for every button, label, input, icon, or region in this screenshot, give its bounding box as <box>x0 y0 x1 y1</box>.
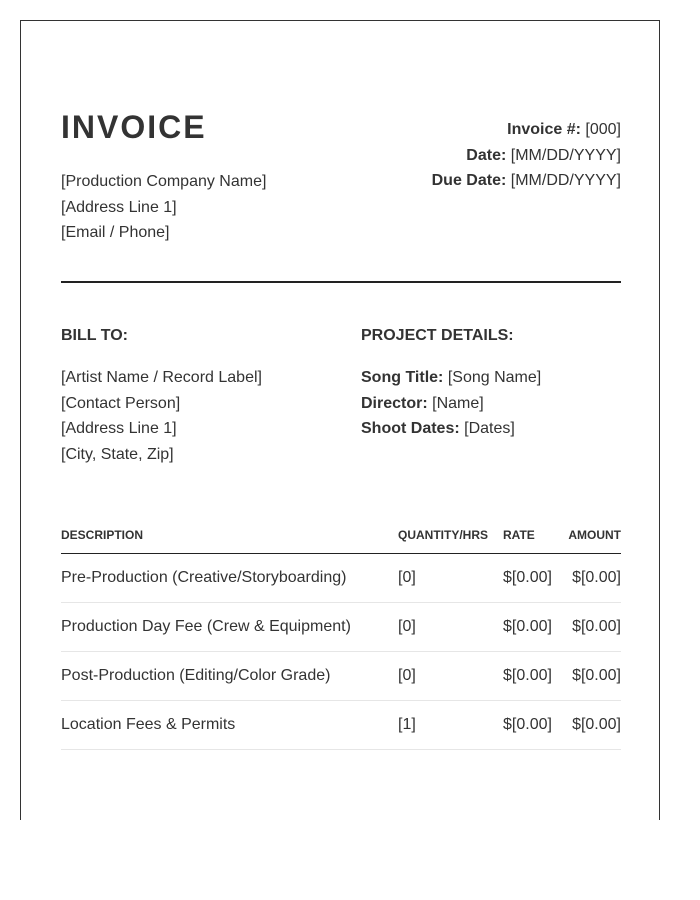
bill-to-city: [City, State, Zip] <box>61 445 174 463</box>
company-name: [Production Company Name] <box>61 173 267 190</box>
invoice-date-row <box>432 143 621 169</box>
project-details-block <box>361 365 541 442</box>
invoice-date-label: Date: <box>466 146 507 164</box>
shoot-dates-value: [Dates] <box>464 420 515 437</box>
row-quantity: [0] <box>398 652 503 701</box>
invoice-date-value: [MM/DD/YYYY] <box>510 146 621 164</box>
row-rate: $[0.00] <box>503 603 567 652</box>
bill-to-contact: [Contact Person] <box>61 394 181 412</box>
header-divider <box>61 281 621 283</box>
row-rate: $[0.00] <box>503 701 567 750</box>
director-label: Director: <box>361 394 428 412</box>
bill-to-block <box>61 365 262 467</box>
invoice-meta <box>432 117 621 194</box>
row-description: Post-Production (Editing/Color Grade) <box>61 652 398 701</box>
company-contact: [Email / Phone] <box>61 224 170 241</box>
invoice-page <box>20 20 660 820</box>
song-title-label: Song Title: <box>361 369 444 386</box>
header-rate: RATE <box>503 526 567 554</box>
invoice-number-row <box>432 117 621 143</box>
row-rate: $[0.00] <box>503 652 567 701</box>
row-description: Pre-Production (Creative/Storyboarding) <box>61 554 398 603</box>
due-date-label: Due Date: <box>431 172 507 189</box>
row-description: Production Day Fee (Crew & Equipment) <box>61 603 398 652</box>
table-row <box>61 652 621 701</box>
bill-to-heading: BILL TO: <box>61 327 128 344</box>
line-items-table <box>61 526 621 750</box>
invoice-title: INVOICE <box>61 109 207 145</box>
invoice-number-value: [000] <box>585 121 621 138</box>
row-amount: $[0.00] <box>567 603 621 652</box>
due-date-value: [MM/DD/YYYY] <box>510 172 621 189</box>
director-value: [Name] <box>432 394 484 412</box>
bill-to-address: [Address Line 1] <box>61 420 177 437</box>
table-row <box>61 701 621 750</box>
row-description: Location Fees & Permits <box>61 701 398 750</box>
row-amount: $[0.00] <box>567 554 621 603</box>
table-row <box>61 603 621 652</box>
table-header-row <box>61 526 621 554</box>
project-details-heading: PROJECT DETAILS: <box>361 327 514 344</box>
project-shoot-row <box>361 416 541 442</box>
header-amount: AMOUNT <box>567 526 621 554</box>
company-info <box>61 169 266 246</box>
row-amount: $[0.00] <box>567 701 621 750</box>
due-date-row <box>432 168 621 194</box>
company-address: [Address Line 1] <box>61 198 177 216</box>
row-quantity: [0] <box>398 603 503 652</box>
shoot-dates-label: Shoot Dates: <box>361 420 460 437</box>
header-quantity: QUANTITY/HRS <box>398 526 503 554</box>
table-row <box>61 554 621 603</box>
row-amount: $[0.00] <box>567 652 621 701</box>
project-song-row <box>361 365 541 391</box>
row-rate: $[0.00] <box>503 554 567 603</box>
song-title-value: [Song Name] <box>447 369 542 386</box>
header-description: DESCRIPTION <box>61 526 398 554</box>
invoice-number-label: Invoice #: <box>507 121 581 138</box>
row-quantity: [0] <box>398 554 503 603</box>
project-director-row <box>361 391 541 417</box>
bill-to-artist: [Artist Name / Record Label] <box>61 369 262 386</box>
row-quantity: [1] <box>398 701 503 750</box>
